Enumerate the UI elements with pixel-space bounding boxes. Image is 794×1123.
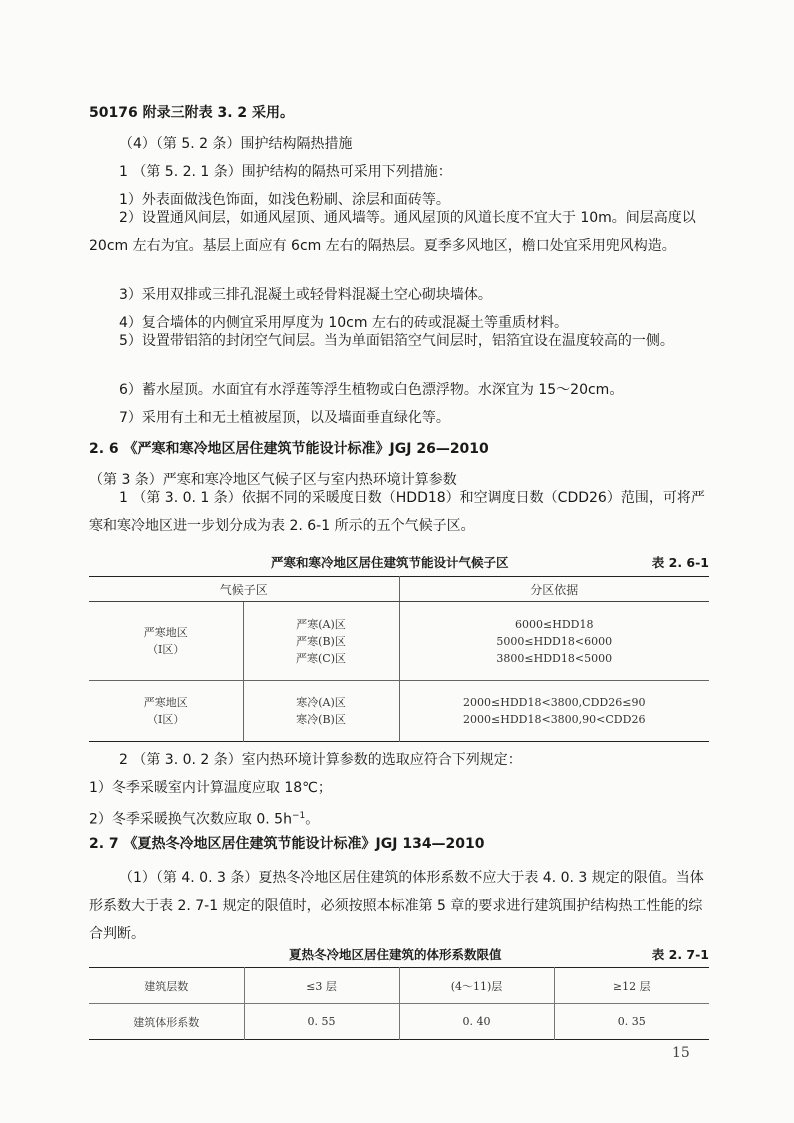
table-caption	[89, 945, 709, 963]
zone-label: 寒冷(B)区	[296, 713, 346, 726]
shape-coefficient-table	[89, 967, 709, 1040]
header-cell: 分区依据	[399, 577, 709, 602]
basis-cell	[399, 602, 709, 681]
table-cell: 0. 40	[399, 1004, 554, 1040]
zone-cell	[243, 681, 399, 742]
paragraph: 3）采用双排或三排孔混凝土或轻骨料混凝土空心砌块墙体。	[119, 287, 492, 303]
region-code: （Ⅰ区）	[147, 643, 185, 656]
climate-subzone-table	[89, 576, 709, 742]
table-cell: ≥12 层	[554, 968, 709, 1004]
table-cell: 0. 55	[244, 1004, 399, 1040]
text-run: 2）冬季采暖换气次数应取 0. 5h	[89, 811, 292, 828]
basis-value: 2000≤HDD18<3800,90<CDD26	[463, 713, 646, 726]
text-run: 。	[305, 811, 320, 828]
basis-value: 6000≤HDD18	[515, 617, 594, 631]
basis-cell	[399, 681, 709, 742]
paragraph: （第 3 条）严寒和寒冷地区气候子区与室内热环境计算参数	[89, 472, 457, 488]
table-number: 表 2. 7-1	[651, 947, 709, 962]
basis-value: 3800≤HDD18<5000	[496, 651, 613, 665]
table-cell: 建筑体形系数	[89, 1004, 244, 1040]
paragraph	[89, 802, 709, 834]
region-cell	[89, 602, 243, 681]
paragraph: 1 （第 3. 0. 1 条）依据不同的采暖度日数（HDD18）和空调度日数（CDD26）范围，可将严寒和寒冷地区进一步划分成为表 2. 6-1 所示的五个气候子区。	[89, 490, 705, 534]
zone-label: 严寒(C)区	[296, 651, 346, 665]
section-heading: 2. 7 《夏热冬冷地区居住建筑节能设计标准》JGJ 134—2010	[89, 836, 485, 852]
paragraph: 1）外表面做浅色饰面，如浅色粉刷、涂层和面砖等。	[119, 192, 450, 208]
zone-label: 严寒(A)区	[296, 617, 346, 631]
region-name: 严寒地区	[143, 626, 188, 639]
table-title: 夏热冬冷地区居住建筑的体形系数限值	[289, 947, 502, 962]
paragraph: 1 （第 5. 2. 1 条）围护结构的隔热可采用下列措施：	[119, 164, 452, 180]
zone-cell	[243, 602, 399, 681]
table-number: 表 2. 6-1	[651, 555, 709, 570]
table-title: 严寒和寒冷地区居住建筑节能设计气候子区	[271, 555, 509, 570]
paragraph: 1）冬季采暖室内计算温度应取 18℃；	[89, 780, 332, 796]
table-cell: ≤3 层	[244, 968, 399, 1004]
table-cell: 0. 35	[617, 1015, 646, 1028]
paragraph: （1）（第 4. 0. 3 条）夏热冬冷地区居住建筑的体形系数不应大于表 4. 0. 3 规定的限值。当体形系数大于表 2. 7-1 规定的限值时，必须按照本标准第 5 章的要求进行建筑围护结构热工性能的综合判断。	[89, 870, 704, 942]
table-cell: 建筑层数	[89, 968, 244, 1004]
zone-label: 寒冷(A)区	[296, 696, 346, 709]
paragraph: （4）（第 5. 2 条）围护结构隔热措施	[119, 136, 353, 152]
paragraph: 4）复合墙体的内侧宜采用厚度为 10cm 左右的砖或混凝土等重质材料。	[119, 315, 568, 331]
zone-label: 严寒(B)区	[296, 634, 346, 648]
region-name: 严寒地区	[143, 696, 188, 709]
basis-value: 2000≤HDD18<3800,CDD26≤90	[463, 696, 646, 709]
superscript: −1	[291, 811, 306, 821]
table-cell: (4～11)层	[399, 968, 554, 1004]
header-cell: 气候子区	[89, 577, 399, 602]
basis-value: 5000≤HDD18<6000	[496, 634, 613, 648]
paragraph: 2）设置通风间层，如通风屋顶、通风墙等。通风屋顶的风道长度不宜大于 10m。间层高度以 20cm 左右为宜。基层上面应有 6cm 左右的隔热层。夏季多风地区，檐口处宜采用兜风构造。	[89, 210, 696, 254]
paragraph: 6）蓄水屋顶。水面宜有水浮莲等浮生植物或白色漂浮物。水深宜为 15～20cm。	[119, 382, 624, 398]
page-number: 15	[672, 1045, 690, 1061]
region-cell	[89, 681, 243, 742]
paragraph: 50176 附录三附表 3. 2 采用。	[89, 105, 295, 121]
table-caption	[89, 553, 709, 571]
paragraph: 7）采用有土和无土植被屋顶，以及墙面垂直绿化等。	[119, 410, 450, 426]
region-code: （Ⅰ区）	[147, 713, 185, 726]
paragraph: 5）设置带铝箔的封闭空气间层。当为单面铝箔空气间层时，铝箔宜设在温度较高的一侧。	[119, 333, 674, 349]
section-heading: 2. 6 《严寒和寒冷地区居住建筑节能设计标准》JGJ 26—2010	[89, 441, 489, 457]
paragraph: 2 （第 3. 0. 2 条）室内热环境计算参数的选取应符合下列规定：	[119, 752, 522, 768]
